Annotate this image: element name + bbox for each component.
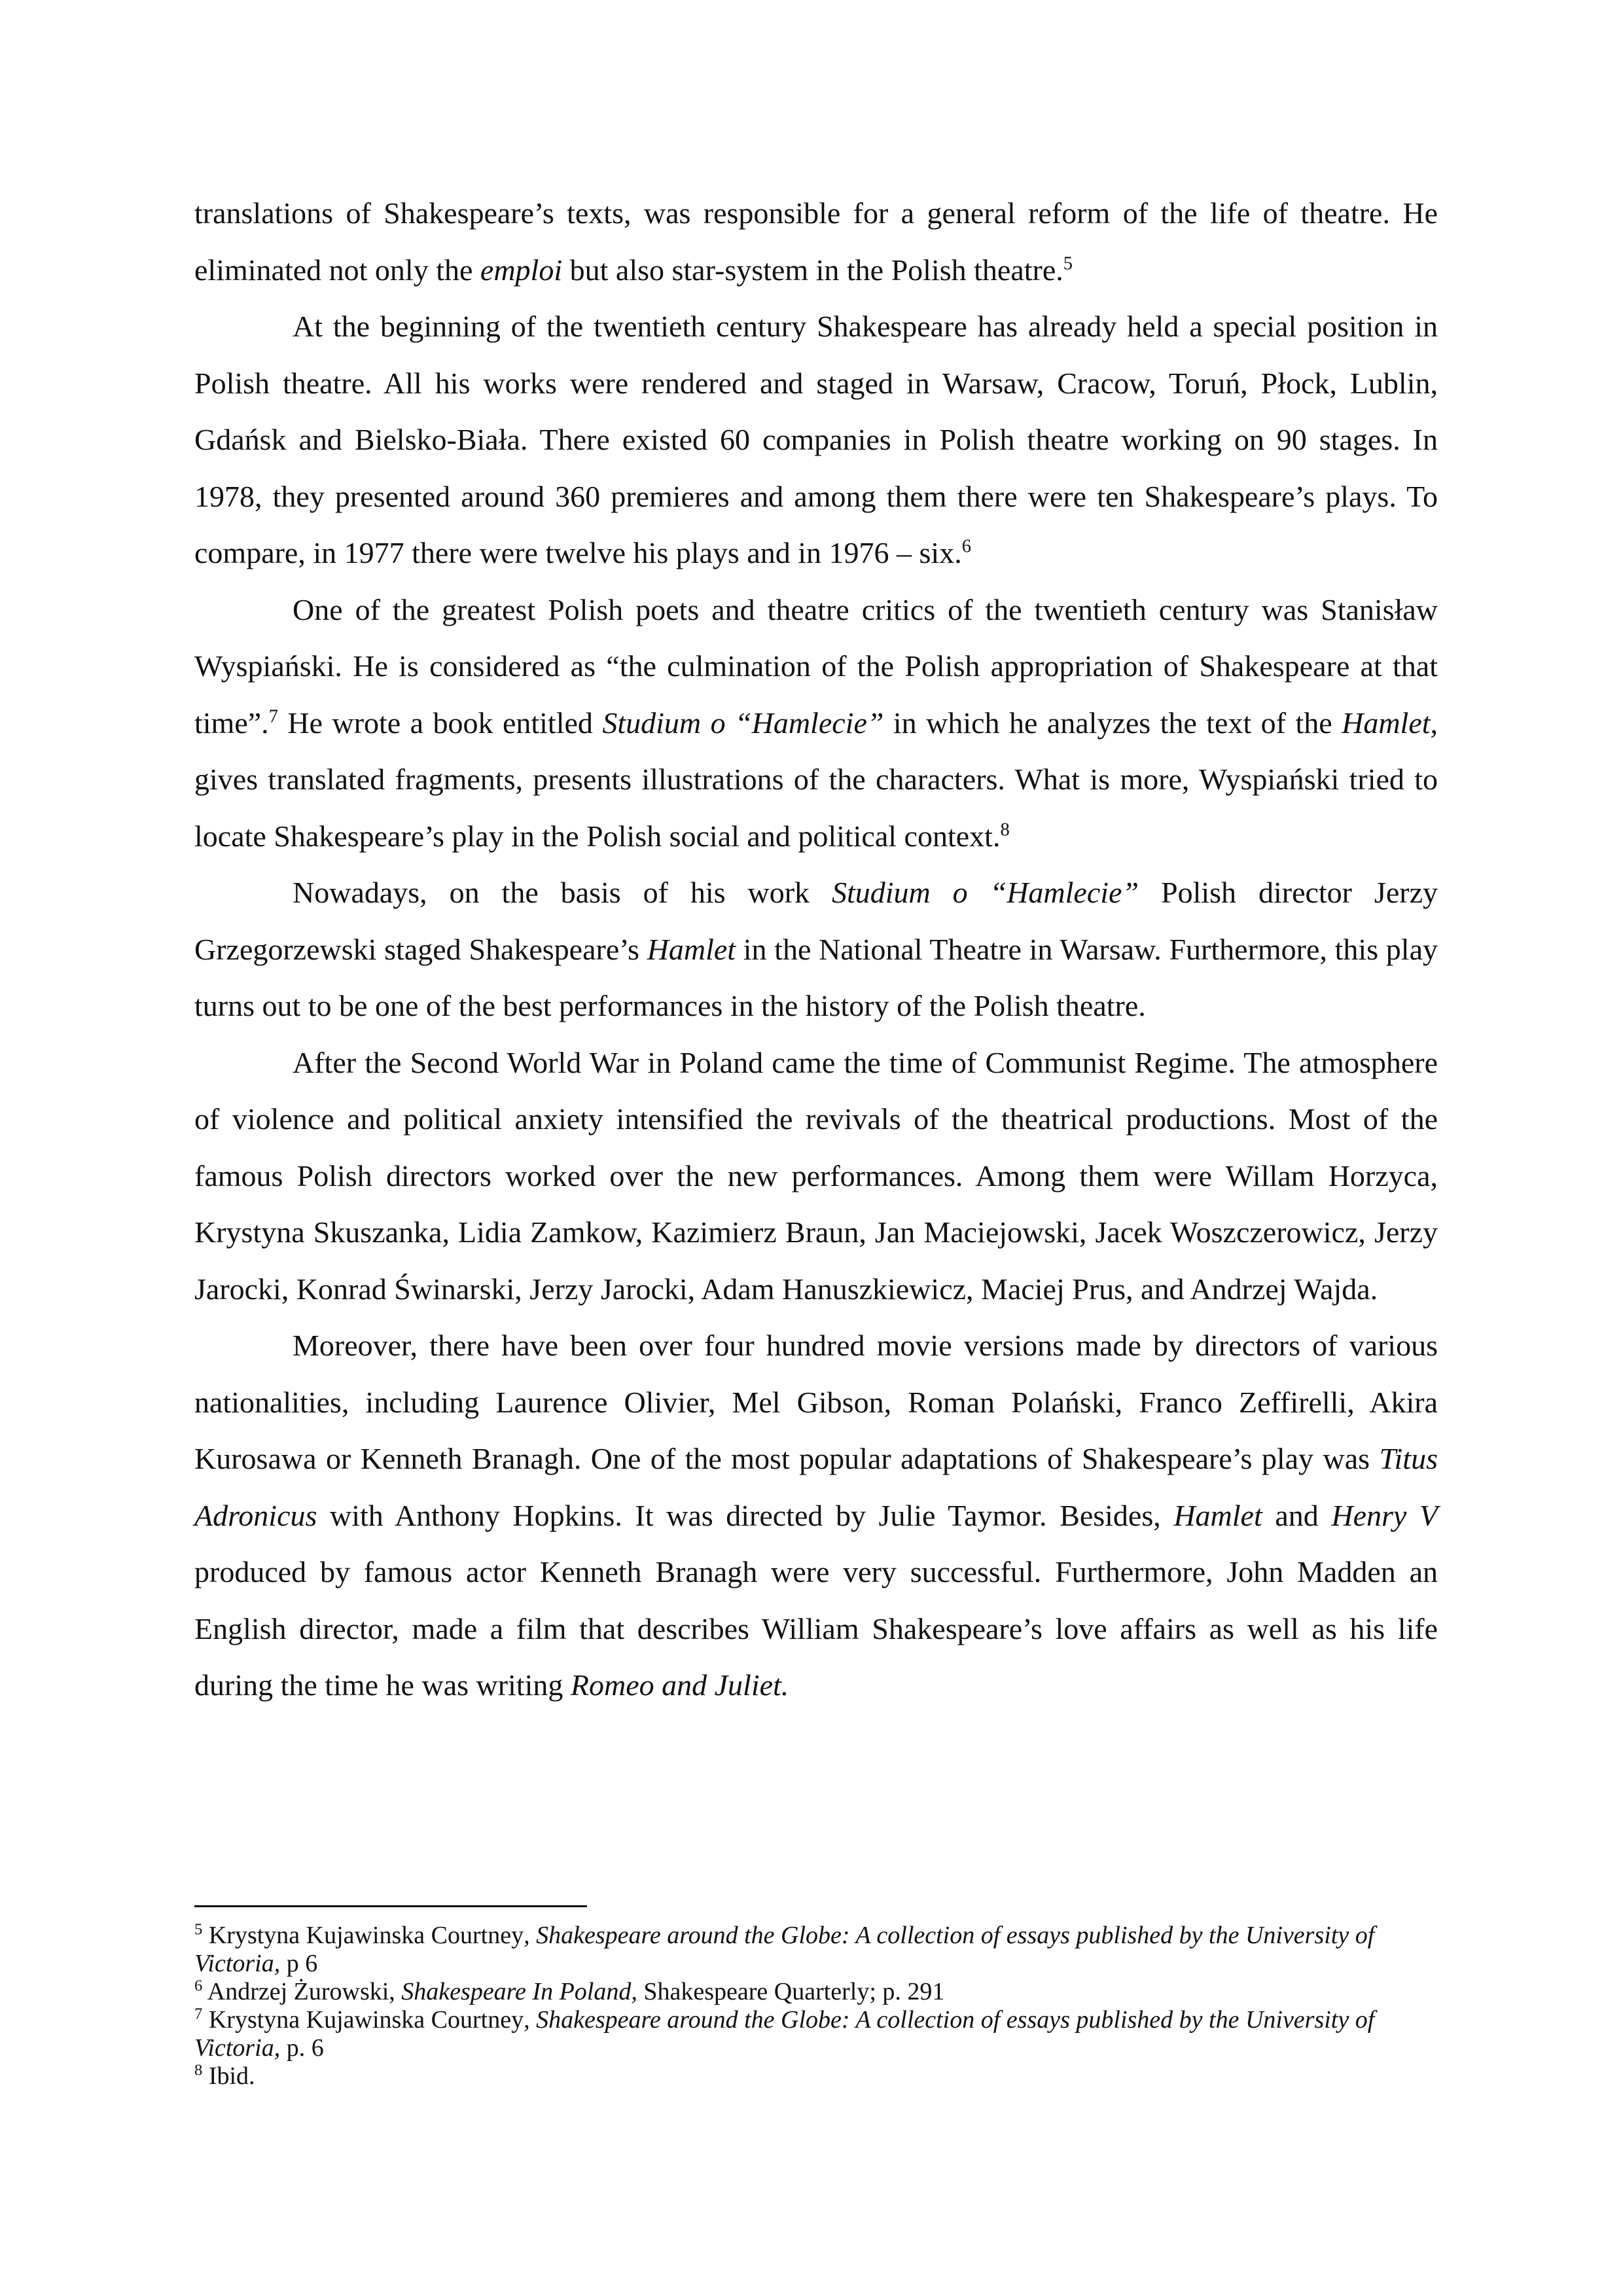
text-run: He wrote a book entitled xyxy=(277,706,603,740)
italic-text: Studium o “Hamlecie” xyxy=(831,876,1139,909)
text-run: produced by famous actor Kenneth Branagh were very successful. Furthermore, John Madden an English director, made a film that describes William Shakespeare’s love affairs as well as his life during the time he was writing xyxy=(194,1555,1438,1702)
paragraph-3 xyxy=(194,582,1438,865)
text-run: Moreover, there have been over four hundred movie versions made by directors of various nationalities, including Laurence Olivier, Mel Gibson, Roman Polański, Franco Zeffirelli, Akira Kurosawa or Kenneth Branagh. One of the most popular adaptations of Shakespeare’s play was xyxy=(194,1329,1438,1475)
italic-text: Studium o “Hamlecie” xyxy=(602,706,884,740)
paragraph-1 xyxy=(194,185,1438,298)
text-run: p 6 xyxy=(280,1950,318,1977)
text-run: Shakespeare Quarterly; p. 291 xyxy=(637,1978,945,2005)
footnote-ref: 8 xyxy=(1000,819,1010,840)
text-run: Nowadays, on the basis of his work xyxy=(293,876,832,909)
paragraph-6 xyxy=(194,1318,1438,1714)
italic-text: Hamlet xyxy=(1173,1498,1262,1532)
text-run: in the National Theatre in Warsaw. Furthermore, this play turns out to be one of the best performances in the history of the Polish theatre. xyxy=(194,932,1438,1022)
italic-text: Henry V xyxy=(1331,1498,1438,1532)
text-run: and xyxy=(1262,1498,1332,1532)
paragraph-2 xyxy=(194,298,1438,582)
text-run: Krystyna Kujawinska Courtney xyxy=(202,1922,524,1949)
text-run: After the Second World War in Poland came the time of Communist Regime. The atmosphere of violence and political anxiety intensified the revivals of the theatrical productions. Most of the famous Polish directors worked over the new performances. Among them were Willam Horzyca, Krystyna Skuszanka, Lidia Zamkow, Kazimierz Braun, Jan Maciejowski, Jacek Woszczerowicz, Jerzy Jarocki, Konrad Świnarski, Jerzy Jarocki, Adam Hanuszkiewicz, Maciej Prus, and Andrzej Wajda. xyxy=(194,1045,1438,1306)
text-run: At the beginning of the twentieth century Shakespeare has already held a special position in Polish theatre. All his works were rendered and staged in Warsaw, Cracow, Toruń, Płock, Lublin, Gdańsk and Bielsko-Biała. There existed 60 companies in Polish theatre working on 90 stages. In 1978, they presented around 360 premieres and among them there were ten Shakespeare’s plays. To compare, in 1977 there were twelve his plays and in 1976 – six. xyxy=(194,310,1438,569)
paragraph-5 xyxy=(194,1035,1438,1318)
italic-text: Titus Adronicus xyxy=(194,1442,1438,1532)
footnote-ref: 7 xyxy=(194,2005,203,2023)
footnote-ref: 6 xyxy=(961,536,971,557)
footnote-6 xyxy=(194,1978,1438,2006)
footnotes xyxy=(194,1922,1438,2090)
italic-text: Shakespeare In Poland, xyxy=(401,1978,637,2005)
footnote-8 xyxy=(194,2062,1438,2090)
text-run: with Anthony Hopkins. It was directed by Julie Taymor. Besides, xyxy=(317,1498,1174,1532)
footnote-ref: 6 xyxy=(194,1977,203,1995)
italic-text: Romeo and Juliet. xyxy=(570,1668,789,1702)
italic-text: emploi xyxy=(480,253,563,287)
text-run: but also star-system in the Polish theatre. xyxy=(562,253,1063,287)
footnote-ref: 8 xyxy=(194,2061,203,2079)
footnote-ref: 5 xyxy=(194,1920,203,1939)
footnote-ref: 7 xyxy=(268,706,278,727)
italic-text: , Shakespeare around the Globe: A collection of essays published by the University of Victoria, xyxy=(194,2006,1375,2062)
text-run: Ibid. xyxy=(202,2062,255,2090)
italic-text: Hamlet xyxy=(647,932,736,966)
text-run: translations of Shakespeare’s texts, was responsible for a general reform of the life of theatre. He eliminated not only the xyxy=(194,196,1438,287)
text-run: Polish director Jerzy Grzegorzewski staged Shakespeare’s xyxy=(194,876,1438,966)
footnote-separator xyxy=(194,1905,587,1907)
document-body xyxy=(194,185,1438,1714)
text-run: Andrzej Żurowski, xyxy=(202,1978,402,2005)
paragraph-4 xyxy=(194,865,1438,1035)
footnote-5 xyxy=(194,1922,1438,1978)
footnote-ref: 5 xyxy=(1063,253,1073,274)
text-run: One of the greatest Polish poets and theatre critics of the twentieth century was Stanisław Wyspiański. He is considered as “the culmination of the Polish appropriation of Shakespeare at that time”. xyxy=(194,592,1438,740)
footnote-7 xyxy=(194,2006,1438,2062)
text-run: gives translated fragments, presents illustrations of the characters. What is more, Wyspiański tried to locate Shakespeare’s play in the Polish social and political context. xyxy=(194,762,1438,853)
italic-text: , Shakespeare around the Globe: A collection of essays published by the University of Victoria, xyxy=(194,1922,1375,1977)
text-run: in which he analyzes the text of the xyxy=(883,706,1342,740)
italic-text: Hamlet, xyxy=(1342,706,1438,740)
text-run: Krystyna Kujawinska Courtney xyxy=(202,2006,524,2034)
text-run: p. 6 xyxy=(280,2034,324,2062)
